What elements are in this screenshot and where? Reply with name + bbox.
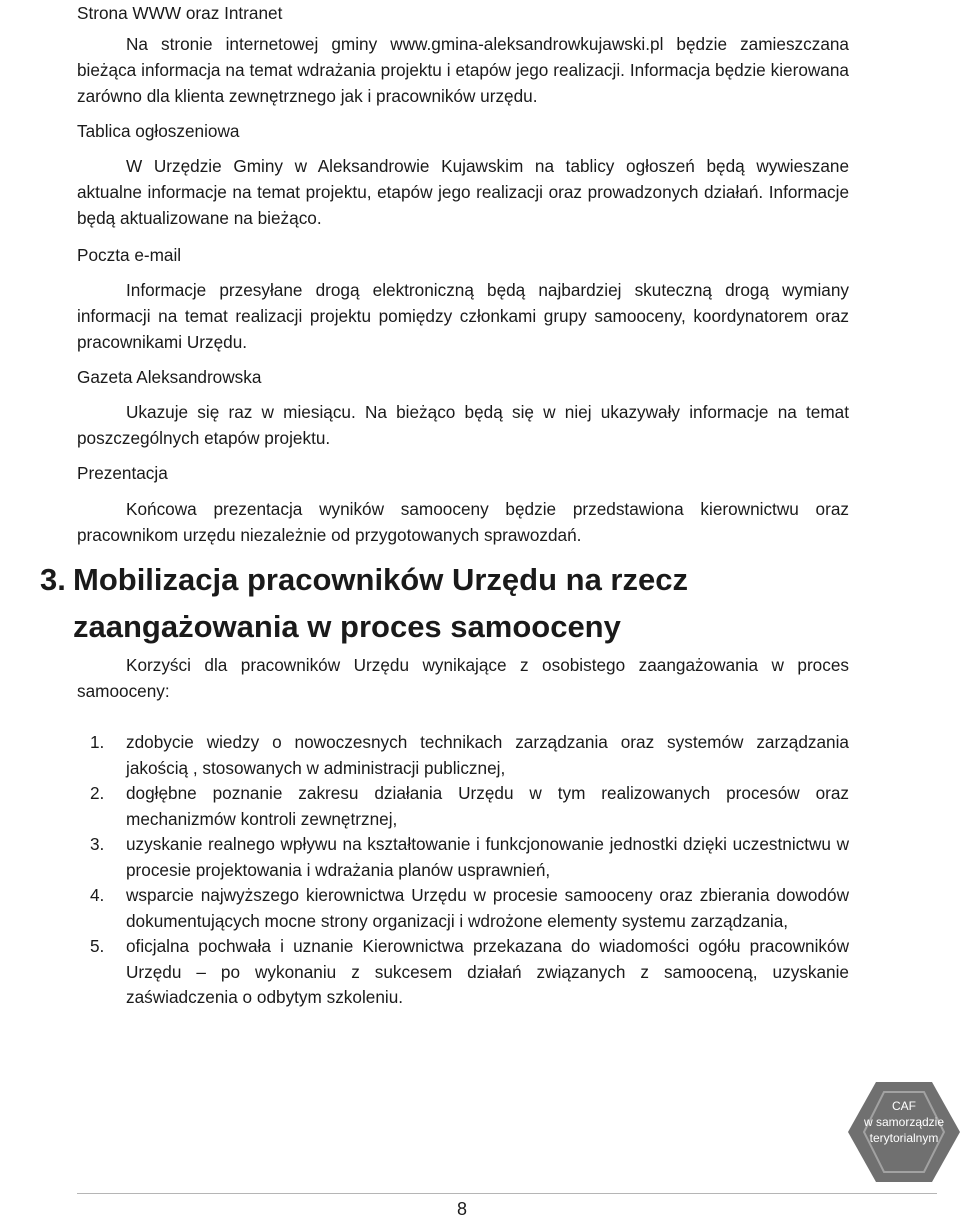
list-item: [77, 934, 849, 1011]
list-number: 4.: [90, 885, 105, 905]
paragraph-www: Na stronie internetowej gminy www.gmina-aleksandrowkujawski.pl będzie zamieszczana bieżąca informacja na temat wdrażania projektu i etapów jego realizacji. Informacja będzie kierowana zarówno dla klienta zewnętrznego jak i pracowników urzędu.: [77, 34, 849, 106]
list-text: uzyskanie realnego wpływu na kształtowanie i funkcjonowanie jednostki dzięki uczestnictwu w procesie projektowania i wdrażania planów usprawnień,: [126, 834, 849, 880]
section-label-www: Strona WWW oraz Intranet: [77, 3, 283, 23]
list-item: [77, 832, 849, 883]
heading-line-2: zaangażowania w proces samooceny: [73, 609, 621, 644]
section-label-prezentacja: Prezentacja: [77, 463, 168, 483]
section-label-tablica: Tablica ogłoszeniowa: [77, 121, 240, 141]
page-number: 8: [456, 1199, 467, 1219]
list-number: 1.: [90, 732, 105, 752]
paragraph-poczta: Informacje przesyłane drogą elektroniczną będą najbardziej skuteczną drogą wymiany informacji na temat realizacji projektu pomiędzy członkami grupy samooceny, koordynatorem oraz pracownikami Urzędu.: [77, 280, 849, 352]
heading-number: 3.: [40, 562, 66, 597]
paragraph-prezentacja: Końcowa prezentacja wyników samooceny będzie przedstawiona kierownictwu oraz pracownikom urzędu niezależnie od przygotowanych sprawozdań.: [77, 499, 849, 545]
list-item: [77, 781, 849, 832]
paragraph-tablica: W Urzędzie Gminy w Aleksandrowie Kujawskim na tablicy ogłoszeń będą wywieszane aktualne informacje na temat projektu, etapów jego realizacji oraz prowadzonych działań. Informacje będą aktualizowane na bieżąco.: [77, 156, 849, 228]
heading-line-1: Mobilizacja pracowników Urzędu na rzecz: [73, 562, 688, 597]
logo-line-3: terytorialnym: [869, 1131, 939, 1145]
section-label-poczta: Poczta e-mail: [77, 245, 182, 265]
list-text: zdobycie wiedzy o nowoczesnych technikach zarządzania oraz systemów zarządzania jakością , stosowanych w administracji publicznej,: [126, 732, 849, 778]
footer-divider: [77, 1193, 937, 1194]
paragraph-gazeta: Ukazuje się raz w miesiącu. Na bieżąco będą się w niej ukazywały informacje na temat poszczególnych etapów projektu.: [77, 402, 849, 448]
list-text: wsparcie najwyższego kierownictwa Urzędu w procesie samooceny oraz zbierania dowodów dokumentujących mocne strony organizacji i wdrożone elementy systemu zarządzania,: [126, 885, 849, 931]
section-heading: [40, 556, 800, 650]
logo-caption: [848, 1098, 960, 1146]
list-number: 5.: [90, 936, 105, 956]
logo-line-1: CAF: [892, 1099, 916, 1113]
list-text: oficjalna pochwała i uznanie Kierownictwa przekazana do wiadomości ogółu pracowników Urzędu – po wykonaniu z sukcesem działań związanych z samooceną, uzyskanie zaświadczenia o odbytym szkoleniu.: [126, 936, 849, 1007]
intro-paragraph: Korzyści dla pracowników Urzędu wynikające z osobistego zaangażowania w proces samooceny:: [77, 655, 849, 701]
list-number: 3.: [90, 834, 105, 854]
list-text: dogłębne poznanie zakresu działania Urzędu w tym realizowanych procesów oraz mechanizmów kontroli zewnętrznej,: [126, 783, 849, 829]
list-item: [77, 883, 849, 934]
section-label-gazeta: Gazeta Aleksandrowska: [77, 367, 262, 387]
benefits-list: [77, 730, 849, 1011]
logo-line-2: w samorządzie: [863, 1115, 945, 1129]
list-item: [77, 730, 849, 781]
list-number: 2.: [90, 783, 105, 803]
